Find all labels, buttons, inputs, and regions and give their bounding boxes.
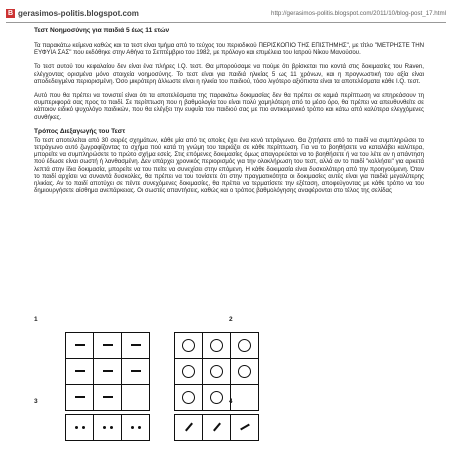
circle-shape	[210, 339, 223, 352]
puzzle-2	[174, 332, 259, 411]
dash-shape	[75, 370, 85, 372]
page-url[interactable]: http://gerasimos-politis.blogspot.com/2011/10/blog-post_17.html	[271, 9, 446, 17]
empty-answer-cell[interactable]	[231, 385, 259, 411]
page-header	[6, 6, 446, 20]
blogger-icon: B	[7, 9, 14, 17]
paragraph-instructions: Το τεστ αποτελείται από 30 σειρές σχημάτων, κάθε μία από τις οποίες έχει ένα κενό τετράγωνο. Θα ζητήσετε από το παιδί να συμπληρώσει το τετράγωνο αυτό ζωγραφίζοντας το σχήμα πού κατά τη γνώμη του ταιριάζει σε κάθε περίπτωση. Για να το βοηθήσετε να καταλάβει καλύτερα, μπορείτε να συμπληρώσετε το πρώτο σχήμα εσείς. Στις επόμενες δοκιμασίες όμως απαγορεύεται να το βοηθήσετε ή να του λέτε αν η απάντηση πού έδωσε είναι σωστή ή λανθασμένη. Δεν υπάρχει χρονικός περιορισμός για την ολοκλήρωση του τεστ, αλλά αν το παιδί "κολλήσει" για αρκετά λεπτά στην ίδια δοκιμασία, μπορείτε να του πείτε να συνεχίσει στην επόμενη. Η κάθε δοκιμασία είναι δυσκολότερη από την προηγούμενη. Όταν το παιδί αρχίσει να συναντά δυσκολίες, θα πρέπει να του τονίσετε ότι στην πραγματικότητα οι δοκιμασίες αυτές είναι για παιδιά μεγαλύτερης ηλικίας. Αν το παιδί αποτύχει σε πέντε συνεχόμενες δοκιμασίες, θα πρέπει να τερματίσετε την εξέταση, αποφεύγοντας με κάθε τρόπο να του δημιουργήσετε αίσθημα ανεπάρκειας. Οι σωστές απαντήσεις, καθώς και ο τρόπος βαθμολόγησης αναφέρονται στο τέλος της σελίδας	[34, 136, 424, 195]
dash-shape	[103, 370, 113, 372]
circle-shape	[238, 339, 251, 352]
empty-answer-cell[interactable]	[122, 385, 150, 411]
circle-shape	[238, 365, 251, 378]
dash-shape	[131, 344, 141, 346]
dash-shape	[75, 396, 85, 398]
paragraph-intro: Τα παρακάτω κείμενα καθώς και τα τεστ είναι τμήμα από το τεύχος του περιοδικού ΠΕΡΙΣΚΟΠΙΟ ΤΗΣ ΕΠΙΣΤΗΜΗΣ", με τίτλο "ΜΕΤΡΗΣΤΕ ΤΗΝ ΕΥΦΥΙΑ ΣΑΣ" που εκδόθηκε στην Αθήνα το Σεπτέμβριο του 1982, με πρόλογο και επιμέλεια του Ιατρού Νίκου Μανούσου.	[34, 42, 424, 57]
tilted-line-shape	[240, 424, 250, 431]
circle-shape	[210, 365, 223, 378]
paragraph-about-test: Το τεστ αυτού του κεφαλαίου δεν είναι ένα πλήρες I.Q. τεστ. Θα μπορούσαμε να πούμε ότι βρίσκεται πιο κοντά στις δοκιμασίες του Raven, ελέγχοντας ορισμένα μόνο στοιχεία νοημοσύνης. Το τεστ είναι για παιδιά ηλικίας 5 ως 11 χρόνων, και η προγνωστική του αξία είναι αποδεδειγμένα περιορισμένη. Όσο μικρότερη άλλωστε είναι η ηλικία του παιδιού, τόσο λιγότερο αξιόπιστα είναι τα αποτελέσματα κάθε I.Q. τεστ.	[34, 63, 424, 85]
paragraph-warning: Αυτό που θα πρέπει να τονιστεί είναι ότι τα αποτελέσματα της παρακάτω δοκιμασίας δεν θα πρέπει σε καμιά περίπτωση να επηρεάσουν τη συμπεριφορά σας προς το παιδί. Σε περίπτωση που η βαθμολογία του είναι πολύ χαμηλότερη από το μέσο όρο, θα πρέπει να απευθυνθείτε σε κάποιον ειδικό ψυχολόγο παιδικών, που θα ελέγξει την ευφυΐα του παιδιού σας με πιο αντικειμενικό τρόπο και κάτω από καλύτερα ελεγχόμενες συνθήκες.	[34, 92, 424, 121]
two-dots-shape	[103, 426, 113, 429]
section-heading: Τρόπος Διεξαγωγής του Τεστ	[34, 127, 126, 135]
puzzle-3	[65, 414, 150, 441]
document-title: Τεστ Νοημοσύνης για παιδιά 5 έως 11 ετών	[34, 27, 170, 34]
two-dots-shape	[75, 426, 85, 429]
puzzle-number-1: 1	[34, 316, 38, 323]
dash-shape	[131, 370, 141, 372]
document-body	[34, 27, 424, 201]
circle-shape	[182, 365, 195, 378]
slash-shape	[213, 423, 221, 432]
two-dots-shape	[131, 426, 141, 429]
puzzle-number-3: 3	[34, 398, 38, 405]
slash-shape	[185, 423, 193, 432]
site-name[interactable]: gerasimos-politis.blogspot.com	[18, 8, 139, 18]
puzzle-1	[65, 332, 150, 411]
puzzle-number-2: 2	[229, 316, 233, 323]
circle-shape	[182, 339, 195, 352]
dash-shape	[103, 344, 113, 346]
dash-shape	[103, 396, 113, 398]
circle-shape	[182, 391, 195, 404]
circle-shape	[210, 391, 223, 404]
dash-shape	[75, 344, 85, 346]
header-divider	[6, 22, 446, 23]
puzzle-number-4: 4	[229, 398, 233, 405]
puzzle-4	[174, 414, 259, 441]
